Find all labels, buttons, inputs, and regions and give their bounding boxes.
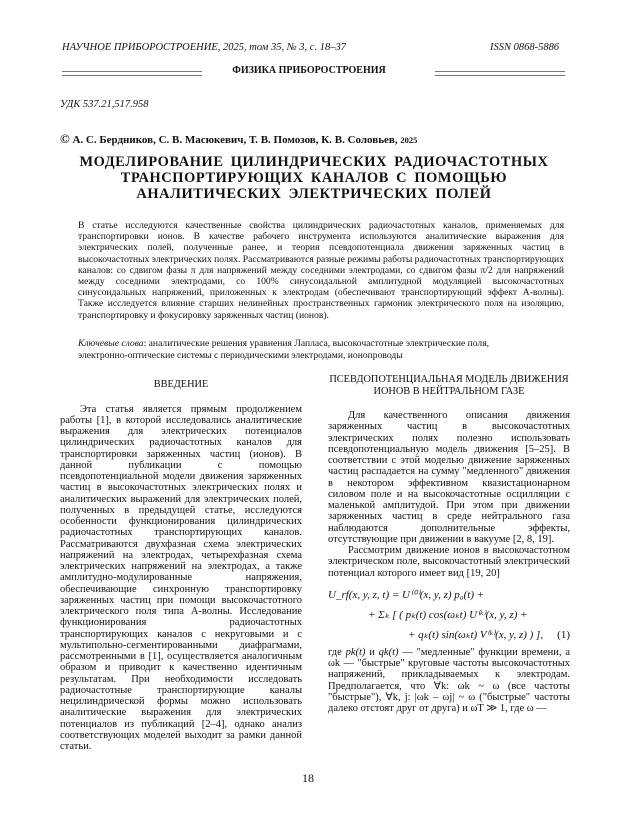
equation-number: (1) bbox=[557, 628, 570, 641]
text: — "медленные" функции времени, а ωk — "быстрые" круговые частоты высокочастотных напряжений, прикладываемых к электродам. Предполагается, что ∀k: ωk ~ ω (все частоты "быстрые"), ∀k, j: |ωk – ωj| ~ ω ("быстрые" частоты далеко отстоят друг от друга) и ωT ≫ 1, где ω — bbox=[328, 646, 570, 714]
author-names: А. С. Бердников, С. В. Масюкевич, Т. В. Помозов, К. В. Соловьев, bbox=[72, 134, 398, 146]
keywords bbox=[78, 338, 518, 361]
left-column bbox=[60, 379, 302, 752]
math-qk: qk(t) bbox=[378, 646, 399, 658]
udk-code: УДК 537.21,517.958 bbox=[60, 99, 149, 110]
section-heading-intro: ВВЕДЕНИЕ bbox=[153, 379, 209, 390]
paragraph: Рассмотрим движение ионов в высокочастотном электрическом поле, высокочастотный электрический потенциал которого имеет вид [19, 20] bbox=[328, 545, 570, 579]
text: где bbox=[328, 646, 346, 658]
page-number: 18 bbox=[302, 771, 314, 785]
paragraph: Для качественного описания движения заряженных частиц в высокочастотных электрических полях полезно использовать псевдопотенциальную модель движения [5–25]. В соответствии с этой моделью движение заряженных частиц распадается на сумму "медленного" движения в некотором эффективном квазистационарном силовом поле и на высокочастотные осцилляции с маленькой амплитудой. При этом при движении заряженных частиц в среде нейтрального газа наблюдаются дополнительные эффекты, отсутствующие при движении в вакууме [2, 8, 19]. bbox=[328, 410, 570, 545]
abstract: В статье исследуются качественные свойства цилиндрических радиочастотных каналов, применяемых для транспортировки ионов. В качестве рабочего инструмента используются аналитические выражения для электрических полей, полученные ранее, и теория псевдопотенциала движения заряженных частиц в высокочастотных электрических полях. Рассматриваются разные режимы работы радиочастотных транспортирующих каналов: со сдвигом фазы π для напряжений между соседними электродами, со сдвигом фазы π/2 для напряжений между соседними электродами, со 100% синусоидальной амплитудной модуляцией высокочастотных синусоидальных напряжений, приложенных к электродам (обеспечивают транспортирующий эффект А-волны). Также исследуется влияние старших нелинейных пространственных гармоник электрического поля на изоляцию, транспортировку и фокусировку заряженных частиц (ионов). bbox=[78, 220, 564, 321]
copyright-icon: © bbox=[60, 131, 70, 146]
equation-line: + qₖ(t) sin(ωₖt) V⁽ᵏ⁾(x, y, z) ) ], bbox=[408, 628, 544, 641]
keywords-label: Ключевые слова bbox=[78, 338, 144, 349]
equation-line: + Σₖ [ ( pₖ(t) cos(ωₖt) U⁽ᵏ⁾(x, y, z) + bbox=[368, 608, 528, 621]
section-heading-pseudopotential: ПСЕВДОПОТЕНЦИАЛЬНАЯ МОДЕЛЬ ДВИЖЕНИЯ ИОНОВ В НЕЙТРАЛЬНОМ ГАЗЕ bbox=[329, 374, 569, 397]
authors bbox=[60, 131, 417, 147]
equation-line: U_rf(x, y, z, t) = U⁽⁰⁾(x, y, z) p₀(t) + bbox=[328, 588, 485, 601]
paragraph bbox=[328, 647, 570, 715]
intro-paragraph: Эта статья является прямым продолжением работы [1], в которой исследовались аналитические выражения для электрических потенциалов цилиндрических радиочастотных каналов для транспортировки заряженных частиц (ионов). В данной публикации с помощью псевдопотенциальной модели движения заряженных частиц в высокочастотных электрических полях и аналитических выражений для электрических полей, полученных в предыдущей статье, исследуются особенности функционирования цилиндрических радиочастотных транспортирующих каналов. Рассматриваются двухфазная схема электрических напряжений на электродах, четырехфазная схема электрических напряжений на электродах, а также амплитудно-модулированные напряжения, обеспечивающие синхронную транспортировку заряженных частиц при помощи высокочастотного электрического поля типа А-волны. Исследование функционирования радиочастотных транспортирующих каналов с некруговыми и с мультипольно-сегментированными диафрагмами, рассмотренными в [1], осуществляется аналогичным образом и приводит к качественно идентичным результатам. При необходимости исследовать радиочастотные транспортирующие каналы нецилиндрической формы можно использовать аналитические выражения для электрических потенциалов из публикаций [2–4], однако анализ соответствующих моделей выходит за рамки данной статьи. bbox=[60, 403, 302, 752]
copyright-year: 2025 bbox=[400, 135, 418, 145]
math-pk: pk(t) bbox=[345, 646, 366, 658]
text: и bbox=[365, 646, 379, 658]
right-column bbox=[328, 374, 570, 714]
journal-citation: НАУЧНОЕ ПРИБОРОСТРОЕНИЕ, 2025, том 35, № 3, с. 18–37 bbox=[62, 42, 346, 53]
issn: ISSN 0868-5886 bbox=[490, 42, 560, 53]
article-title: МОДЕЛИРОВАНИЕ ЦИЛИНДРИЧЕСКИХ РАДИОЧАСТОТНЫХ ТРАНСПОРТИРУЮЩИХ КАНАЛОВ С ПОМОЩЬЮ АНАЛИТИЧЕСКИХ ЭЛЕКТРИЧЕСКИХ ПОЛЕЙ bbox=[79, 154, 549, 202]
keywords-text: : аналитические решения уравнения Лапласа, высокочастотные электрические поля, электронно-оптические системы с периодическими электродами, ионопроводы bbox=[78, 338, 490, 361]
equation-1 bbox=[328, 585, 570, 645]
section-title: ФИЗИКА ПРИБОРОСТРОЕНИЯ bbox=[232, 65, 386, 76]
